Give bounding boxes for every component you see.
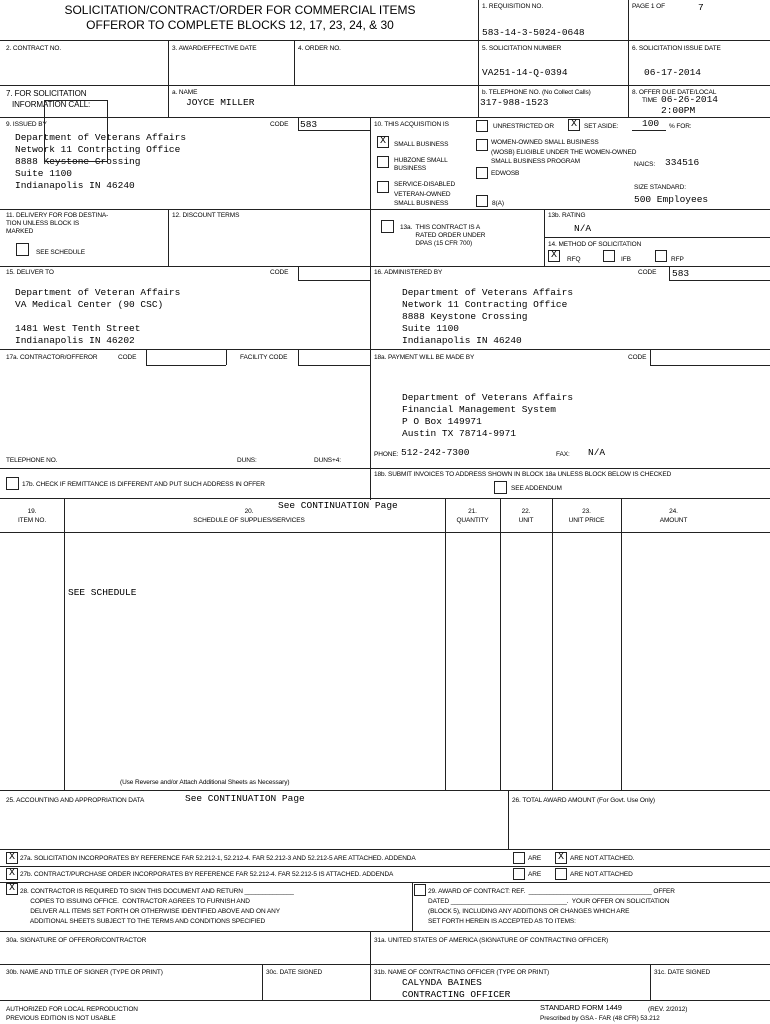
clause-27b-label: 27b. CONTRACT/PURCHASE ORDER INCORPORATES BY REFERENCE FAR 52.212-4. FAR 52.212-5 IS ATTACHED. ADDENDA xyxy=(20,871,394,878)
sdvosb-checkbox[interactable] xyxy=(377,181,389,193)
remittance-label: 17b. CHECK IF REMITTANCE IS DIFFERENT AND PUT SUCH ADDRESS IN OFFER xyxy=(22,481,265,488)
col-amount: AMOUNT xyxy=(659,517,688,524)
duns-plus-four-label: DUNS+4: xyxy=(314,457,341,464)
rule xyxy=(0,85,770,86)
deliver-to-label: 15. DELIVER TO xyxy=(6,269,54,276)
percent-for-label: % FOR: xyxy=(669,123,692,130)
solicitation-number-label: 5. SOLICITATION NUMBER xyxy=(482,45,562,52)
ifb-checkbox[interactable] xyxy=(603,250,615,262)
rule xyxy=(628,0,629,117)
issued-by-label: 9. ISSUED BY xyxy=(6,121,47,128)
contractor-code-label: CODE xyxy=(118,354,137,361)
small-business-checkbox[interactable]: X xyxy=(377,136,389,148)
rule xyxy=(650,365,770,366)
rule xyxy=(294,40,295,85)
see-schedule-checkbox[interactable] xyxy=(16,243,29,256)
rule xyxy=(0,532,770,533)
clause-27a-not-label: ARE NOT ATTACHED. xyxy=(570,855,635,862)
page-label: PAGE 1 OF xyxy=(632,3,665,10)
rule xyxy=(168,40,169,117)
rule xyxy=(0,866,770,867)
unrestricted-label: UNRESTRICTED OR xyxy=(493,123,554,130)
payment-code-label: CODE xyxy=(628,354,647,361)
rule xyxy=(508,790,509,849)
size-standard: 500 Employees xyxy=(634,194,709,205)
rule xyxy=(650,964,651,1000)
administered-by-address: Department of Veterans Affairs Network 11 Contracting Office 8888 Keystone Crossing Suite 1100 Indianapolis IN 46240 xyxy=(402,287,574,346)
rule xyxy=(298,349,299,365)
solicitation-date-label: 6. SOLICITATION ISSUE DATE xyxy=(632,45,721,52)
rule xyxy=(0,790,770,791)
officer-name: CALYNDA BAINES xyxy=(402,977,482,988)
eight-a-label: 8(A) xyxy=(492,200,504,207)
rating-label: 13b. RATING xyxy=(548,212,586,219)
requisition-number: 583-14-3-5024-0648 xyxy=(482,27,585,38)
rule xyxy=(544,237,770,238)
rule xyxy=(0,931,770,932)
rule xyxy=(544,209,545,266)
signature-officer-label: 31a. UNITED STATES OF AMERICA (SIGNATURE OF CONTRACTING OFFICER) xyxy=(374,937,609,944)
col-unit-price-num: 23. xyxy=(582,508,591,515)
officer-title: CONTRACTING OFFICER xyxy=(402,989,511,1000)
form-title-line2: OFFEROR TO COMPLETE BLOCKS 12, 17, 23, 24, & 30 xyxy=(86,18,394,32)
rule xyxy=(445,498,446,790)
rfp-label: RFP xyxy=(671,256,684,263)
standard-form-number: STANDARD FORM 1449 xyxy=(540,1003,622,1012)
accounting-label: 25. ACCOUNTING AND APPROPRIATION DATA xyxy=(6,797,145,804)
rule xyxy=(0,1000,770,1001)
offer-due-time: 2:00PM xyxy=(661,105,696,116)
clause-27a-are-label: ARE xyxy=(528,855,542,862)
edwosb-label: EDWOSB xyxy=(491,170,520,177)
clause-28-checkbox[interactable]: X xyxy=(6,883,18,895)
col-unit-num: 22. xyxy=(521,508,531,515)
order-no-label: 4. ORDER NO. xyxy=(298,45,341,52)
rule xyxy=(370,931,371,1000)
rule xyxy=(0,964,770,965)
admin-code-label: CODE xyxy=(638,269,657,276)
acquisition-label: 10. THIS ACQUISITION IS xyxy=(374,121,449,128)
rule xyxy=(146,349,147,365)
col-quantity-num: 21. xyxy=(468,508,477,515)
date-signed-offeror-label: 30c. DATE SIGNED xyxy=(266,969,323,976)
admin-code: 583 xyxy=(672,268,690,279)
method-label: 14. METHOD OF SOLICITATION xyxy=(548,241,642,248)
dpas-label: 13a. THIS CONTRACT IS A RATED ORDER UNDER DPAS (15 CFR 700) xyxy=(400,224,486,247)
payment-by-label: 18a. PAYMENT WILL BE MADE BY xyxy=(374,354,475,361)
delivery-label: 11. DELIVERY FOR FOB DESTINA- TION UNLESS BLOCK IS MARKED xyxy=(6,212,109,235)
clause-27a-label: 27a. SOLICITATION INCORPORATES BY REFERENCE FAR 52.212-1, 52.212-4. FAR 52.212-3 AND 52.212-5 ARE ATTACHED. ADDENDA xyxy=(20,855,416,862)
wosb-label: WOMEN-OWNED SMALL BUSINESS (WOSB) ELIGIBLE UNDER THE WOMEN-OWNED SMALL BUSINESS PROGRAM xyxy=(491,139,637,165)
small-business-label: SMALL BUSINESS xyxy=(394,141,449,148)
deliver-to-address: Department of Veteran Affairs VA Medical Center (90 CSC) 1481 West Tenth Street Indianapolis IN 46202 xyxy=(15,287,181,346)
col-item-num: 19. xyxy=(27,508,37,515)
telephone-number: 317-988-1523 xyxy=(480,97,549,108)
eight-a-checkbox[interactable] xyxy=(476,195,488,207)
issued-code-label: CODE xyxy=(270,121,289,128)
remittance-checkbox[interactable] xyxy=(6,477,19,490)
clause-27b-not-checkbox[interactable] xyxy=(555,868,567,880)
wosb-checkbox[interactable] xyxy=(476,139,488,151)
rule xyxy=(370,117,371,500)
payment-phone-label: PHONE: xyxy=(374,451,399,458)
rule xyxy=(650,349,651,365)
set-aside-checkbox[interactable]: X xyxy=(568,119,580,131)
clause-29-checkbox[interactable] xyxy=(414,884,426,896)
contact-name-label: a. NAME xyxy=(172,89,198,96)
contact-name: JOYCE MILLER xyxy=(186,97,255,108)
date-signed-officer-label: 31c. DATE SIGNED xyxy=(654,969,711,976)
deliver-code-label: CODE xyxy=(270,269,289,276)
rule xyxy=(0,882,770,883)
contract-no-label: 2. CONTRACT NO. xyxy=(6,45,62,52)
rating-value: N/A xyxy=(574,223,592,234)
time-label: TIME xyxy=(642,97,658,104)
col-unit: UNIT xyxy=(518,517,534,524)
naics-label: NAICS: xyxy=(634,161,656,168)
rule xyxy=(0,40,770,41)
payment-fax: N/A xyxy=(588,447,606,458)
signature-offeror-label: 30a. SIGNATURE OF OFFEROR/CONTRACTOR xyxy=(6,937,147,944)
rule xyxy=(64,498,65,790)
clause-27b-are-label: ARE xyxy=(528,871,542,878)
see-schedule-label: SEE SCHEDULE xyxy=(36,249,86,256)
rule xyxy=(669,280,770,281)
revision-date: (REV. 2/2012) xyxy=(648,1006,688,1013)
invoice-label: 18b. SUBMIT INVOICES TO ADDRESS SHOWN IN BLOCK 18a UNLESS BLOCK BELOW IS CHECKED xyxy=(374,471,672,478)
col-item-no: ITEM NO. xyxy=(17,517,47,524)
col-schedule-num: 20. xyxy=(244,508,254,515)
rule xyxy=(0,349,770,350)
requisition-label: 1. REQUISITION NO. xyxy=(482,3,544,10)
rfq-label: RFQ xyxy=(567,256,581,263)
sdvosb-label: SERVICE-DISABLED VETERAN-OWNED SMALL BUSINESS xyxy=(394,181,456,207)
solicitation-number: VA251-14-Q-0394 xyxy=(482,67,568,78)
accounting-value: See CONTINUATION Page xyxy=(185,793,305,804)
addendum-label: SEE ADDENDUM xyxy=(511,485,562,492)
set-aside-label: SET ASIDE: xyxy=(584,123,619,130)
rule xyxy=(632,130,666,131)
rule xyxy=(168,209,169,266)
clause-27a-not-checkbox[interactable]: X xyxy=(555,852,567,864)
rule xyxy=(478,85,479,117)
addendum-checkbox[interactable] xyxy=(494,481,507,494)
rule xyxy=(621,498,622,790)
solicitation-date: 06-17-2014 xyxy=(644,67,702,78)
col-amount-num: 24. xyxy=(669,508,678,515)
issued-address: Department of Veterans Affairs Network 11 Contracting Office 8888 Keystone Crossing Suite 1100 Indianapolis IN 46240 xyxy=(15,132,187,191)
officer-name-label: 31b. NAME OF CONTRACTING OFFICER (TYPE OR PRINT) xyxy=(374,969,550,976)
hubzone-label: HUBZONE SMALL BUSINESS xyxy=(394,157,448,172)
edwosb-checkbox[interactable] xyxy=(476,167,488,179)
rule xyxy=(298,365,370,366)
for-solicitation-label: 7. FOR SOLICITATION xyxy=(6,89,87,98)
ifb-label: IFB xyxy=(621,256,631,263)
col-schedule: SCHEDULE OF SUPPLIES/SERVICES xyxy=(193,517,305,524)
hubzone-checkbox[interactable] xyxy=(377,156,389,168)
page-total: 7 xyxy=(698,2,704,13)
award-date-label: 3. AWARD/EFFECTIVE DATE xyxy=(172,45,257,52)
rfp-checkbox[interactable] xyxy=(655,250,667,262)
facility-code-label: FACILITY CODE xyxy=(240,354,288,361)
rule xyxy=(298,117,299,131)
offer-due-date: 06-26-2014 xyxy=(661,94,719,105)
rule xyxy=(0,266,770,267)
clause-29-text: 29. AWARD OF CONTRACT: REF. ___________________________________ OFFER DATED _________________________________. YOUR OFFER ON SOLICITATION (BLOCK 5), INCLUDING ANY ADDITIONS OR CHANGES WHICH ARE SET FORTH HEREIN IS ACCEPTED AS TO ITEMS: xyxy=(428,888,675,925)
total-award-label: 26. TOTAL AWARD AMOUNT (For Govt. Use Only) xyxy=(512,797,655,804)
rule xyxy=(262,964,263,1000)
form-title-line1: SOLICITATION/CONTRACT/ORDER FOR COMMERCIAL ITEMS xyxy=(64,3,416,17)
unrestricted-checkbox[interactable] xyxy=(476,120,488,132)
offer-due-label: 8. OFFER DUE DATE/LOCAL xyxy=(632,89,717,96)
payment-address: Department of Veterans Affairs Financial Management System P O Box 149971 Austin TX 78714-9971 xyxy=(402,392,574,439)
clause-27b-are-checkbox[interactable] xyxy=(513,868,525,880)
signer-name-label: 30b. NAME AND TITLE OF SIGNER (TYPE OR PRINT) xyxy=(6,969,163,976)
rule xyxy=(0,468,770,469)
rule xyxy=(412,882,413,931)
rule xyxy=(0,209,770,210)
rule xyxy=(669,266,670,281)
previous-edition-note: PREVIOUS EDITION IS NOT USABLE xyxy=(6,1015,116,1022)
contractor-telephone-label: TELEPHONE NO. xyxy=(6,457,58,464)
rfq-checkbox[interactable]: X xyxy=(548,250,560,262)
prescribed-by: Prescribed by GSA - FAR (48 CFR) 53.212 xyxy=(540,1015,660,1022)
clause-27a-checkbox[interactable]: X xyxy=(6,852,18,864)
dpas-checkbox[interactable] xyxy=(381,220,394,233)
clause-28-text: 28. CONTRACTOR IS REQUIRED TO SIGN THIS DOCUMENT AND RETURN ______________ COPIES TO ISSUING OFFICE. CONTRACTOR AGREES TO FURNISH AND DELIVER ALL ITEMS SET FORTH OR OTHERWISE IDENTIFIED ABOVE AND ON ANY ADDITIONAL SHEETS SUBJECT TO THE TERMS AND CONDITIONS SPECIFIED xyxy=(20,888,294,925)
contractor-label: 17a. CONTRACTOR/OFFEROR xyxy=(6,354,98,361)
administered-by-label: 16. ADMINISTERED BY xyxy=(374,269,443,276)
rule xyxy=(298,266,299,281)
rule xyxy=(500,498,501,790)
rule xyxy=(226,349,227,365)
continuation-note: See CONTINUATION Page xyxy=(278,500,398,511)
rule xyxy=(0,498,770,499)
set-aside-percent: 100 xyxy=(642,118,660,129)
rule xyxy=(146,365,226,366)
clause-27b-checkbox[interactable]: X xyxy=(6,868,18,880)
discount-terms-label: 12. DISCOUNT TERMS xyxy=(172,212,240,219)
naics-code: 334516 xyxy=(665,157,700,168)
telephone-label: b. TELEPHONE NO. (No Collect Calls) xyxy=(482,89,591,96)
rule xyxy=(298,280,370,281)
duns-label: DUNS: xyxy=(237,457,257,464)
clause-27a-are-checkbox[interactable] xyxy=(513,852,525,864)
issued-code: 583 xyxy=(300,119,318,130)
info-call-label: INFORMATION CALL: xyxy=(12,100,91,109)
clause-27b-not-label: ARE NOT ATTACHED xyxy=(570,871,633,878)
payment-phone: 512-242-7300 xyxy=(401,447,470,458)
payment-fax-label: FAX: xyxy=(556,451,570,458)
reverse-note: (Use Reverse and/or Attach Additional Sheets as Necessary) xyxy=(120,779,290,786)
col-unit-price: UNIT PRICE xyxy=(568,517,605,524)
rule xyxy=(0,849,770,850)
col-quantity: QUANTITY xyxy=(456,517,489,524)
schedule-body: SEE SCHEDULE xyxy=(68,587,137,598)
size-standard-label: SIZE STANDARD: xyxy=(634,184,686,191)
authorized-note: AUTHORIZED FOR LOCAL REPRODUCTION xyxy=(6,1006,138,1013)
stray-box xyxy=(44,100,108,162)
rule xyxy=(478,0,479,85)
rule xyxy=(552,498,553,790)
